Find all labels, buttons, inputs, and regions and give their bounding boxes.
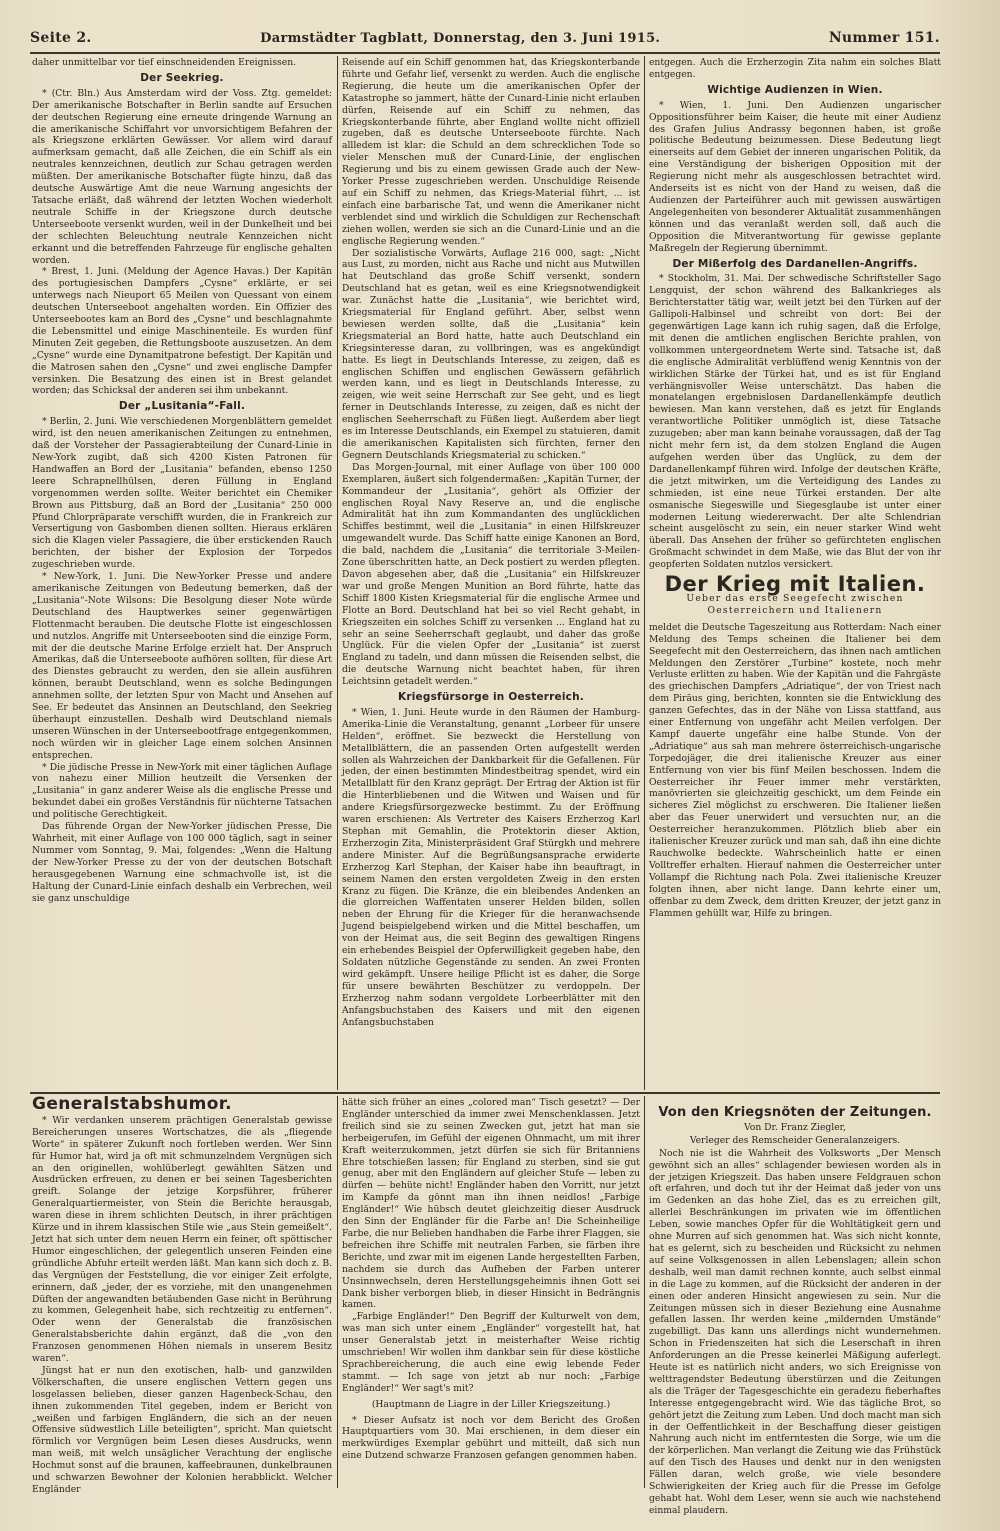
text-paragraph: „Farbige Engländer!“ Den Begriff der Kulturwelt von dem, was man sich unter einem „Engländer“ vorgestellt hat, hat unser Generalstab jetzt in meisterhafter Weise richtig umschrieben! Wir wollen ihm dankbar sein für diese köstliche Sprachbereicherung, die auch eine ewig lebende Feder stammt. — Ich sage von jetzt ab nur noch: „Farbige Engländer!“ Wer sagt's mit?: [342, 1311, 640, 1394]
masthead-title: Darmstädter Tagblatt, Donnerstag, den 3. Juni 1915.: [260, 31, 661, 46]
bottom-column-1: [32, 1094, 332, 1495]
text-paragraph: Reisende auf ein Schiff genommen hat, das Kriegskonterbande führte und Gefahr lief, versenkt zu werden. Auch die englische Regierung, die heute um die amerikanischen Opfer der Katastrophe so jammert, hätte der Cunard-Linie nicht erlauben dürfen, Reisende auf ein Schiff zu nehmen, das Kriegskonterbande führte, aber England wollte nicht offiziell zugeben, daß es deutsche Unterseeboote fürchte. Nach allledem ist klar: die Schuld an dem schrecklichen Tode so vieler Menschen muß der Cunard-Linie, der englischen Regierung und bis zu einem gewissen Grade auch der New-Yorker Presse zugeschrieben werden. Unschuldige Reisende auf ein Schiff zu nehmen, das Kriegs-Material führt, ... ist einfach eine barbarische Tat, und wenn die Amerikaner nicht verblendet sind und wirklich die Schuldigen zur Rechenschaft ziehen wollen, werden sie sich an die Cunard-Linie und an die englische Regierung wenden.“: [342, 57, 640, 247]
text-paragraph: meldet die Deutsche Tageszeitung aus Rotterdam: Nach einer Meldung des Temps scheinen die Italiener bei dem Seegefecht mit den Oesterreichern, das ihnen nach amtlichen Meldungen den Zerstörer „Turbine“ kostete, noch mehr Verluste erlitten zu haben. Wie der Kapitän und die Fahrgäste des griechischen Dampfers „Adriatique“, der von Triest nach dem Piräus ging, berichten, konnten sie die Entwicklung des ganzen Gefechtes, das in der Nähe von Lissa stattfand, aus einer Entfernung von ungefähr acht Meilen verfolgen. Der Kampf dauerte ungefähr eine halbe Stunde. Von der „Adriatique“ aus sah man mehrere österreichisch-ungarische Torpedojäger, die drei italienische Kreuzer aus einer Entfernung von vier bis fünf Meilen beschossen. Indem die Oesterreicher ihr Feuer immer mehr verstärkten, manövrierten sie gleichzeitig geschickt, um dem Feinde ein sicheres Ziel möglichst zu erschweren. Die Italiener ließen aber das Feuer unerwidert und versuchten nur, an die Oesterreicher heranzukommen. Plötzlich blieb aber ein italienischer Kreuzer zurück und man sah, daß ihn eine dichte Rauchwolke bedeckte. Wahrscheinlich hatte er einen Volltreffer erhalten. Hierauf nahmen die Oesterreicher unter Vollampf die Richtung nach Pola. Zwei italienische Kreuzer folgten ihnen, aber nicht lange. Dann kehrte einer um, offenbar zu dem Zweck, dem dritten Kreuzer, der jetzt ganz in Flammen gehüllt war, Hilfe zu bringen.: [649, 621, 941, 919]
headline-kriegsnoete-zeitungen: Von den Kriegsnöten der Zeitungen.: [658, 1105, 932, 1120]
text-paragraph: * Die jüdische Presse in New-York mit einer täglichen Auflage von nahezu einer Million heutzeilt die Versenken der „Lusitania“ in ganz anderer Weise als die englische Presse und bekundet dabei ein großes Verständnis für nüchterne Tatsachen und politische Gerechtigkeit.: [32, 761, 332, 821]
section-heading-lusitania: Der „Lusitania“-Fall.: [118, 400, 246, 413]
bottom-column-3: [649, 1097, 941, 1516]
text-paragraph: * Brest, 1. Juni. (Meldung der Agence Havas.) Der Kapitän des portugiesischen Dampfers „Cysne“ erklärte, er sei unterwegs nach Nieuport 65 Meilen von Quessant von einem deutschen Unterseeboot angehalten worden. Ein Offizier des Unterseebootes kam an Bord des „Cysne“ und beschlagnahmte die Lebensmittel und einige Maschinenteile. Es wurden fünf Minuten Zeit gegeben, die Rettungsboote auszusetzen. An dem „Cysne“ wurde eine Dynamitpatrone befestigt. Der Kapitän und die Matrosen sahen den „Cysne“ und zwei englische Dampfer versinken. Die Besatzung des einen ist in Brest gelandet worden; das Schicksal der anderen sei ihm unbekannt.: [32, 266, 332, 397]
text-paragraph: * Wien, 1. Juni. Den Audienzen ungarischer Oppositionsführer beim Kaiser, die heute mit einer Audienz des Grafen Julius Andrassy begonnen haben, ist große politische Bedeutung beizumessen. Diese Bedeutung liegt einerseits auf dem Gebiet der inneren ungarischen Politik, da eine Verständigung der bisherigen Opposition mit der Regierung nicht mehr als ausgeschlossen betrachtet wird. Anderseits ist es nicht von der Hand zu weisen, daß die Audienzen der Parteiführer auch mit gewissen auswärtigen Angelegenheiten von besonderer Aktualität zusammenhängen können und das veranlaßt werden soll, daß auch die Opposition die Mitverantwortung für gewisse geplante Maßregeln der Regierung übernimmt.: [649, 99, 941, 254]
section-heading-seekrieg: Der Seekrieg.: [140, 71, 224, 84]
text-paragraph: Das führende Organ der New-Yorker jüdischen Presse, Die Wahrheit, mit einer Auflage von 100 000 täglich, sagt in seiner Nummer vom Sonntag, 9. Mai, folgendes: „Wenn die Haltung der New-Yorker Presse zu der von der deutschen Botschaft herausgegebenen Warnung eine schmachvolle ist, ist die Haltung der Cunard-Linie einfach deshalb ein Verbrechen, weil sie ganz unschuldige: [32, 821, 332, 904]
column-2: [342, 57, 640, 1089]
column-1: [32, 57, 332, 1089]
byline-author: Von Dr. Franz Ziegler,: [744, 1121, 846, 1133]
text-paragraph: hätte sich früher an eines „colored man“ Tisch gesetzt? — Der Engländer unterschied da immer zwei Menschenklassen. Jetzt freilich sind sie zu seinen Zwecken gut, jetzt hat man sie herbeigerufen, im Gefühl der eigenen Ohnmacht, um mit ihrer Kraft weiterzukommen, jetzt dürfen sie sich für Britanniens Ehre totschießen lassen; für England zu sterben, sind sie gut genug, aber mit den Engländern auf gleicher Stufe — leben zu dürfen — behüte nicht! Engländer haben den Vorritt, nur jetzt im Kampfe da gönnt man ihn ihnen neidlos! „Farbige Engländer!“ Wie hübsch deutet gleichzeitig dieser Ausdruck den Sinn der Engländer für die Farbe an! Die Scheinheilige Farbe, die nur Belieben handhaben die Farbe ihrer Flaggen, sie befreichen ihre Schiffe mit neutralen Farben, sie färben ihre Berichte, und zwar mit im eigenen Lande hergestellten Farben, nachdem sie durch das Aufheben der Farben unterer Unsinnwechseln, deren Herstellungsgeheimnis ihnen Gott sei Dank bisher verborgen blieb, in dieser Hinsicht in Bedrängnis kamen.: [342, 1097, 640, 1311]
bottom-column-2: [342, 1097, 640, 1487]
column-divider: [644, 1096, 645, 1488]
text-paragraph: Der sozialistische Vorwärts, Auflage 216 000, sagt: „Nicht aus Lust, zu morden, nicht aus Rache und nicht aus Mutwillen hat Deutschland das große Schiff versenkt, sondern Deutschland hat es getan, weil es eine Kriegsnotwendigkeit war. Zunächst hatte die „Lusitania“, wie berichtet wird, Kriegsmaterial für England geführt. Aber, selbst wenn bewiesen werden sollte, daß die „Lusitania“ kein Kriegsmaterial an Bord hatte, hatte auch Deutschland ein Kriegsinteresse daran, zu vollbringen, was es angekündigt hatte. Es liegt in Deutschlands Interesse, zu zeigen, daß es englischen Schiffen und englischen Gewässern gefährlich werden kann, und es liegt in Deutschlands Interesse, zu zeigen, wie weit seine Herrschaft zur See geht, und es liegt ferner in Deutschlands Interesse, zu zeigen, daß es nicht der englischen Seeherrschaft zu Füßen liegt. Außerdem aber liegt es im Interesse Deutschlands, ein Exempel zu statuieren, damit die amerikanischen Kapitalisten sich fürchten, ferner den Gegnern Deutschlands Kriegsmaterial zu schicken.“: [342, 247, 640, 461]
footnote: * Dieser Aufsatz ist noch vor dem Bericht des Großen Hauptquartiers vom 30. Mai erschienen, in dem dieser ein merkwürdiges Exemplar gebührt und mitteilt, daß sich nun eine Dutzend schwarze Franzosen gefangen genommen haben.: [342, 1414, 640, 1462]
issue-number: Nummer 151.: [828, 30, 940, 46]
section-heading-dardanellen: Der Mißerfolg des Dardanellen-Angriffs.: [672, 257, 918, 270]
column-3: [649, 57, 941, 1089]
subheading-italien: Ueber das erste Seegefecht zwischen Oesterreichern und Italienern: [686, 592, 904, 616]
text-paragraph: * Wien, 1. Juni. Heute wurde in den Räumen der Hamburg-Amerika-Linie die Veranstaltung, genannt „Lorbeer für unsere Helden“, eröffnet. Sie bezweckt die Herstellung von Metallblättern, die an passenden Orten aufgestellt werden sollen als Wahrzeichen der Dankbarkeit für die Gefallenen. Für jeden, der einen bestimmten Mindestbeitrag spendet, wird ein Metallblatt für den Kranz geprägt. Der Ertrag der Aktion ist für die Hinterbliebenen und die Witwen und Waisen und für andere Kriegsfürsorgezwecke bestimmt. Zu der Eröffnung waren erschienen: Als Vertreter des Kaisers Erzherzog Karl Stephan mit Gemahlin, die Protektorin dieser Aktion, Erzherzogin Zita, Ministerpräsident Graf Stürgkh und mehrere andere Minister. Auf die Begrüßungsansprache erwiderte Erzherzog Karl Stephan, der Kaiser habe ihn beauftragt, in seinem Namen den ersten vergoldeten Zweig in den ersten Kranz zu fügen. Die Kränze, die ein bleibendes Andenken an die glorreichen Waffentaten unserer Helden bilden, sollen neben der Ehrung für die Krieger für die heranwachsende Jugend beispielgebend wirken und die Mittel beschaffen, um von der Heimat aus, die seit Beginn des gewaltigen Ringens ein erhebendes Beispiel der Opferwilligkeit gegeben habe, den Soldaten nützliche Gegenstände zu senden. An zwei Fronten wird gekämpft. Unsere heilige Pflicht ist es daher, die Sorge für unsere bewährten Beschützer zu verdoppeln. Der Erzherzog nahm sodann vergoldete Lorbeerblätter mit den Anfangsbuchstaben des Kaisers und mit den eigenen Anfangsbuchstaben: [342, 706, 640, 1028]
text-paragraph: daher unmittelbar vor tief einschneidenden Ereignissen.: [32, 57, 297, 68]
column-divider: [337, 1096, 338, 1488]
page-label: Seite 2.: [30, 30, 92, 46]
source-attribution: (Hauptmann de Liagre in der Liller Kriegszeitung.): [371, 1398, 611, 1410]
section-heading-kriegsfuersorge: Kriegsfürsorge in Oesterreich.: [398, 691, 584, 704]
text-paragraph: Noch nie ist die Wahrheit des Volksworts „Der Mensch gewöhnt sich an alles“ schlagender bewiesen worden als in der jetzigen Kriegszeit. Das haben unsere Feldgrauen schon oft erfahren, und doch tut ihr der Heimat daß jeder von uns im Gedenken an das hohe Ziel, das es zu erreichen gilt, allerlei Beschränkungen im privaten wie im öffentlichen Leben, sowie manches Opfer für die Wohltätigkeit gern und ohne Murren auf sich genommen hat. Was sich nicht konnte, hat es gelernt, sich zu bescheiden und Rücksicht zu nehmen auf seine Volksgenossen in allen Lebenslagen; allein schon deshalb, weil man damit rechnen konnte, auch selbst einmal in die Lage zu kommen, auf die Rücksicht der anderen in der einen oder anderen Hinsicht angewiesen zu sein. Nur die Zeitungen müssen sich in dieser Beziehung eine Ausnahme gefallen lassen. Ihr werden keine „mildernden Umstände“ zugebilligt. Das kann uns allerdings nicht wundernehmen. Schon in Friedenszeiten hat sich die Leserschaft in ihren Anforderungen an die Presse keinerlei Mäßigung auferlegt. Heute ist es natürlich nicht anders, wo sich Ereignisse von welttragendster Bedeutung überstürzen und die Zeitungen als die Träger der Tagesgeschichte ein geradezu fieberhaftes Interesse entgegengebracht wird. Wie das tägliche Brot, so gehört jetzt die Zeitung zum Leben. Und doch macht man sich in der Oeffentlichkeit in der Beschaffung dieser geistigen Nahrung auch nicht im entferntesten die Sorge, wie um die der körperlichen. Man verlangt die Zeitung wie das Frühstück auf den Tisch des Hauses und denkt nur in den wenigsten Fällen daran, welch große, wie viele besondere Schwierigkeiten der Krieg auch für die Presse im Gefolge gehabt hat. Wohl dem Leser, wenn sie auch wie nachstehend einmal plaudern.: [649, 1147, 941, 1516]
text-paragraph: entgegen. Auch die Erzherzogin Zita nahm ein solches Blatt entgegen.: [649, 57, 941, 80]
text-paragraph: * Wir verdanken unserem prächtigen Generalstab gewisse Bereicherungen unseres Wortschatzes, die als „fliegende Worte“ in späterer Zukunft noch fortleben werden. Wer Sinn für Humor hat, wird ja oft mit schmunzelndem Vergnügen sich an den originellen, wohlüberlegt gewählten Sätzen und Ausdrücken erfreuen, zu denen er bei seinen Tagesberichten greift. Solange der jetzige Korpsführer, früherer Generalquartiermeister, von Stein die Berichte herausgab, waren diese in ihrem schlichten Deutsch, in ihrer prächtigen Kürze und in ihrem klassischen Stile wie „aus Stein gemeißelt“. Jetzt hat sich unter dem neuen Herrn ein feiner, oft spöttischer Humor eingeschlichen, der gelegentlich unseren Feinden eine gründliche Abfuhr erteilt werden läßt. Man kann sich doch z. B. das Vergnügen der Feststellung, die vor einiger Zeit erfolgte, erinnern, daß „jeder, der es vorziehe, mit den unangenehmen Düften der angewandten betäubenden Gase nicht in Berührung zu kommen, Gelegenheit habe, sich rechtzeitig zu entfernen“. Oder wenn der Generalstab die französischen Generalstabsberichte dahin ergänzt, daß die „von den Franzosen genommenen Höhen niemals in unserem Besitz waren“.: [32, 1114, 332, 1365]
headline-krieg-italien: Der Krieg mit Italien.: [664, 572, 926, 597]
header-rule: [30, 52, 940, 54]
text-paragraph: Das Morgen-Journal, mit einer Auflage von über 100 000 Exemplaren, äußert sich folgendermaßen: „Kapitän Turner, der Kommandeur der „Lusitania“, gehört als Offizier der englischen Royal Navy Reserve an, und die englische Admiralität hat ihn zum Kommandanten des unglücklichen Schiffes bestimmt, weil die „Lusitania“ in einen Hilfskreuzer umgewandelt wurde. Das Schiff hatte einige Kanonen an Bord, die bald, nachdem die „Lusitania“ die territoriale 3-Meilen-Zone überschritten hatte, an Deck postiert zu werden pflegten. Davon abgesehen aber, daß die „Lusitania“ ein Hilfskreuzer war und große Mengen Munition an Bord führte, hatte das Schiff 1800 Kisten Kriegsmaterial für die englische Armee und Flotte an Bord. Deutschland hat bei so viel Recht gehabt, in Kriegszeiten ein solches Schiff zu versenken ... England hat zu sehr an seine Seeherrschaft geglaubt, und daher das große Unglück. Für die vielen Opfer der „Lusitania“ ist zuerst England zu tadeln, und dann müssen die Reisenden selbst, die die deutsche Warnung nicht beachtet haben, für ihren Leichtsinn getadelt werden.“: [342, 461, 640, 688]
text-paragraph: Jüngst hat er nun den exotischen, halb- und ganzwilden Völkerschaften, die unsere englischen Vettern gegen uns losgelassen belieben, dieser ganzen Hagenbeck-Schau, den ihnen zukommenden Titel gegeben, indem er Bericht von „weißen und farbigen Engländern, die sich an der neuen Offensive südwestlich Lille beteiligten“, spricht. Man quietscht förmlich vor Vergnügen beim Lesen dieses Ausdrucks, wenn man weiß, mit welch unsäglicher Verachtung der englische Hochmut sonst auf die braunen, kaffeebraunen, dunkelbraunen und schwarzen Bewohner der Kolonien herabblickt. Welcher Engländer: [32, 1364, 332, 1495]
text-paragraph: * Berlin, 2. Juni. Wie verschiedenen Morgenblättern gemeldet wird, ist den neuen amerikanischen Zeitungen zu entnehmen, daß der Vorsteher der Passagierabteilung der Cunard-Linie in New-York zugibt, daß sich 4200 Kisten Patronen für Handwaffen an Bord der „Lusitania“ befanden, ebenso 1250 leere Schrapnellhülsen, deren Füllung in England vorgenommen werden sollte. Weiter berichtet ein Chemiker Brown aus Pittsburg, daß an Bord der „Lusitania“ 250 000 Pfund Chlorpräparate verschifft wurden, die in Frankreich zur Versertigung von Gasbomben dienen sollten. Hieraus erklären sich die Klagen vieler Passagiere, die über erstickenden Rauch berichten, der bisher der Explosion der Torpedos zugeschrieben wurde.: [32, 416, 332, 571]
column-divider: [644, 56, 645, 1090]
section-heading-audienzen: Wichtige Audienzen in Wien.: [707, 83, 883, 96]
text-paragraph: * (Ctr. Bln.) Aus Amsterdam wird der Voss. Ztg. gemeldet: Der amerikanische Botschafter in Berlin sandte auf Ersuchen der deutschen Regierung eine erneute dringende Warnung an die amerikanische Schiffahrt vor unvorsichtigem Befahren der als Kriegszone erklärten Gewässer. Vor allem wird darauf aufmerksam gemacht, daß alle Zeichen, die ein Schiff als ein neutrales kennzeichnen, deutlich zur Schau getragen werden müßten. Der amerikanische Botschafter fügte hinzu, daß das deutsche Auswärtige Amt die neue Warnung angesichts der Tatsache erläßt, daß während der letzten Wochen wiederholt neutrale Schiffe in der Kriegszone durch deutsche Unterseeboote versenkt wurden, weil in der Dunkelheit und bei der schlechten Beleuchtung neutrale Kennzeichen nicht erkannt und die betreffenden Fahrzeuge für englische gehalten worden.: [32, 87, 332, 266]
headline-generalstabshumor: Generalstabshumor.: [32, 1094, 233, 1114]
text-paragraph: * Stockholm, 31. Mai. Der schwedische Schriftsteller Sago Lengquist, der schon während des Balkankrieges als Berichterstatter tätig war, weilt jetzt bei den Türken auf der Gallipoli-Halbinsel und schreibt von dort: Bei der gegenwärtigen Lage kann ich ruhig sagen, daß die Erfolge, mit denen die amtlichen englischen Berichte prahlen, von vollkommen untergeordnetem Werte sind. Tatsache ist, daß die englische Admiralität verblüffend wenig Kenntnis von der wirklichen Stärke der Türkei hat, und es ist für England verhängnisvoller Weise unterschätzt. Das haben die monatelangen ergebnislosen Dardanellenkämpfe deutlich bewiesen. Man kann verstehen, daß es jetzt für Englands verantwortliche Politiker unmöglich ist, diese Tatsache zuzugeben; aber man kann beinahe voraussagen, daß der Tag nicht mehr fern ist, da dem stolzen England die Augen aufgehen werden über das Unglück, zu dem der Dardanellenkampf führen wird. Infolge der deutschen Kräfte, die jetzt mitwirken, um die Verteidigung des Landes zu schmieden, ist eine neue Türkei erstanden. Der alte osmanische Siegeswille und Siegesglaube ist unter einer modernen Leitung wiedererwacht. Der alte Schlendrian scheint ausgelöscht zu sein, ein neuer starker Wind weht überall. Das Ansehen der früher so gefürchteten englischen Großmacht schwindet in dem Maße, wie das Blut der von ihr geopferten Soldaten nutzlos versickert.: [649, 273, 941, 571]
column-divider: [337, 56, 338, 1090]
text-paragraph: * New-York, 1. Juni. Die New-Yorker Presse und andere amerikanische Zeitungen von Bedeutung bemerken, daß der „Lusitania“-Note Wilsons: Die Besolgung dieser Note würde Deutschland des Hauptwerkes seiner gegenwärtigen Flottenmacht berauben. Die deutsche Flotte ist eingeschlossen und nutzlos. Angriffe mit Unterseebooten sind die einzige Form, mit der die deutsche Marine Erfolge erzielt hat. Der Anspruch Amerikas, daß die Unterseeboote aufhören sollten, für diese Art des Dienstes gebraucht zu werden, den sie allein ausführen können, beraubt Deutschland, wenn es solche Bedingungen annehmen sollte, der letzten Spur von Macht und Ansehen auf See. Er bedeutet das Ansinnen an Deutschland, den Seekrieg überhaupt einzustellen. Deshalb wird Deutschland niemals unseren Wünschen in der Unterseebootfrage entgegenkommen, noch würden wir in gleicher Lage einem solchen Ansinnen entsprechen.: [32, 571, 332, 761]
masthead: [30, 30, 940, 52]
byline-position: Verleger des Remscheider Generalanzeigers.: [689, 1134, 901, 1146]
